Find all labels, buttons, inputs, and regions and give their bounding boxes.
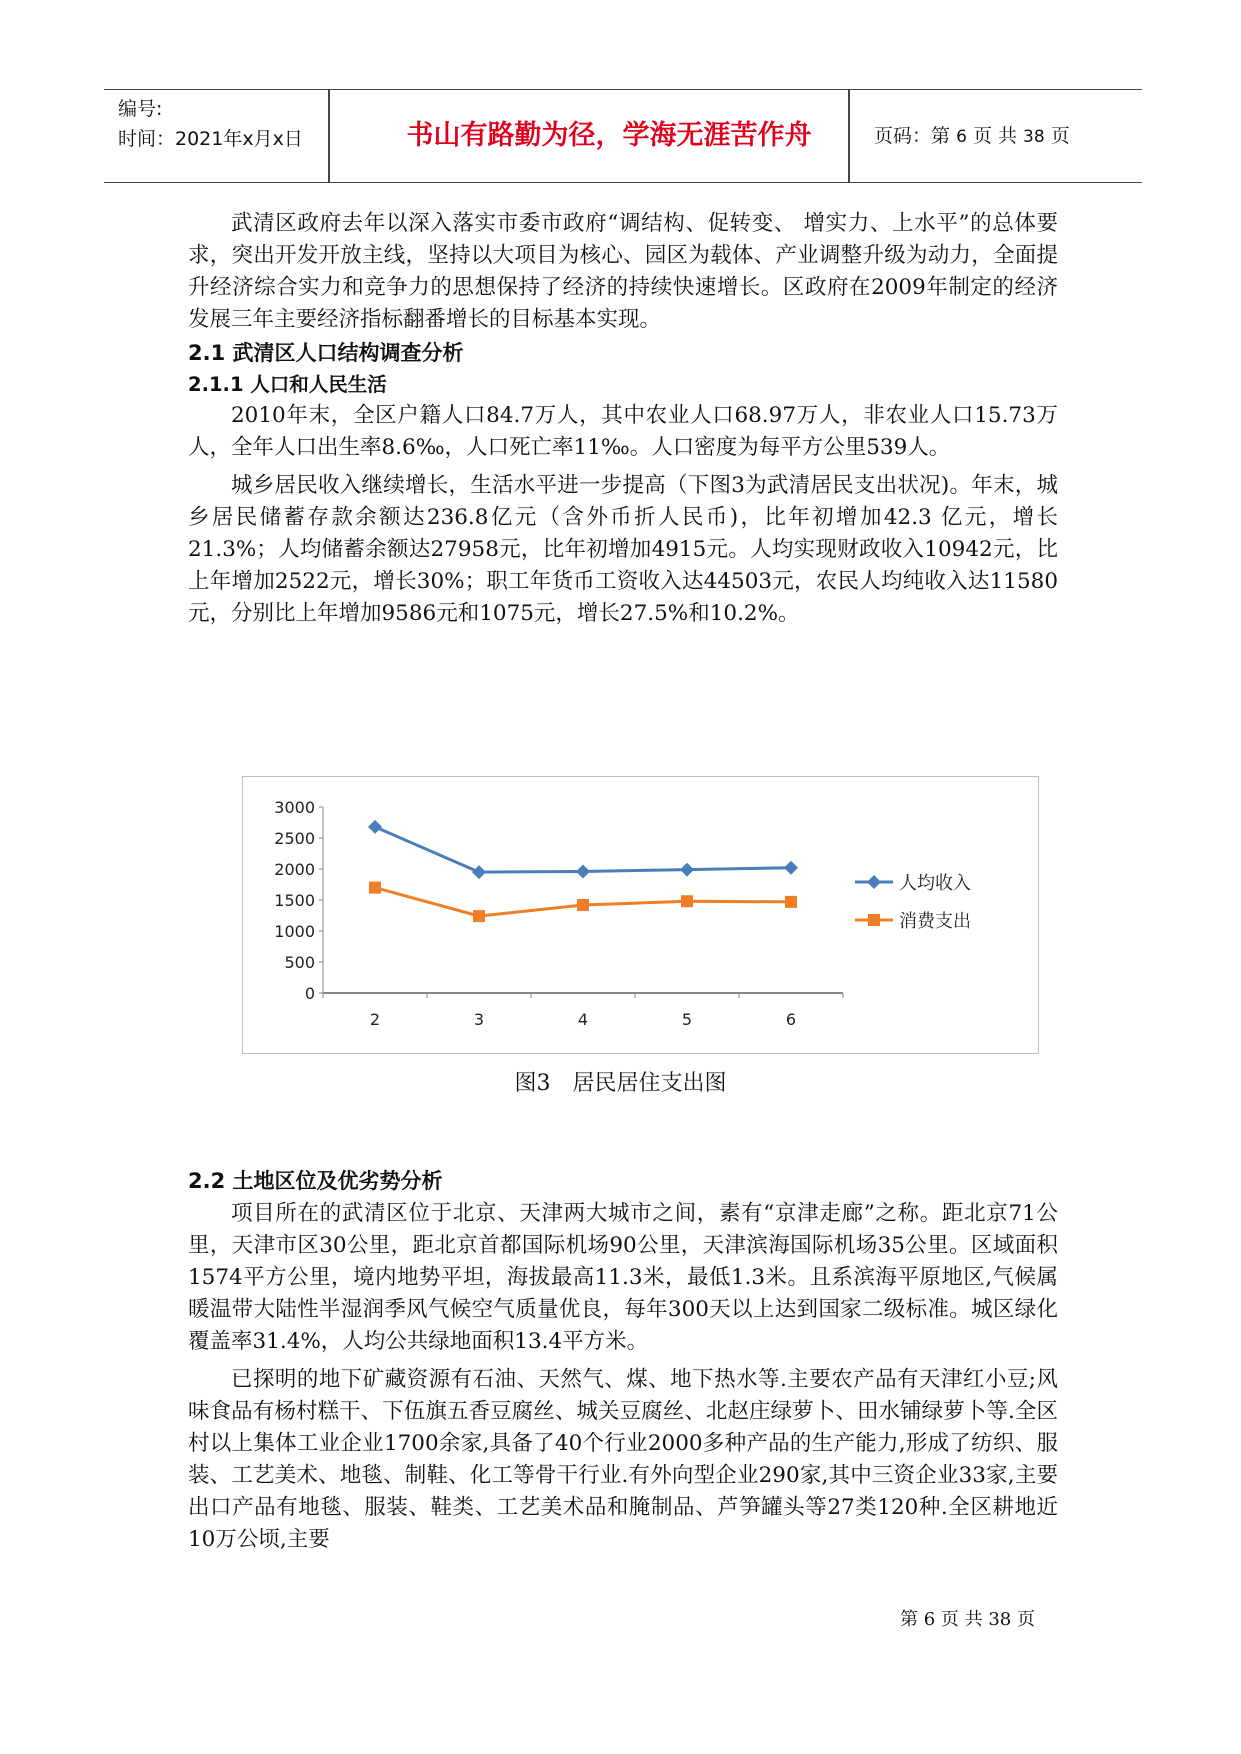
heading-2-1-1: 2.1.1 人口和人民生活 (188, 373, 387, 396)
y-tick-label: 1000 (274, 922, 315, 941)
y-tick-label: 500 (284, 953, 315, 972)
header-motto: 书山有路勤为径，学海无涯苦作舟 (406, 120, 812, 151)
page-mid: 页 共 (972, 125, 1017, 147)
header-meta (118, 94, 303, 154)
page-total: 38 (1023, 127, 1045, 147)
legend-marker (868, 914, 880, 926)
y-tick-label: 2000 (274, 860, 315, 879)
data-point (368, 820, 382, 834)
x-tick-label: 4 (577, 1010, 589, 1029)
x-tick-label: 2 (369, 1010, 381, 1029)
page-footer: 第 6 页 共 38 页 (900, 1609, 1035, 1630)
body-section-1 (188, 208, 1058, 630)
header-page-info (874, 90, 1070, 182)
line-chart (243, 777, 1038, 1053)
data-point (473, 910, 485, 922)
serial-label: 编号: (118, 98, 163, 120)
heading-2-2: 2.2 土地区位及优劣势分析 (188, 1169, 443, 1193)
x-tick-label: 5 (681, 1010, 693, 1029)
body-section-2 (188, 1164, 1058, 1556)
data-point (784, 861, 798, 875)
page-number: 6 (956, 127, 967, 147)
legend-label: 人均收入 (899, 873, 971, 894)
y-tick-label: 1500 (274, 891, 315, 910)
legend-marker (867, 875, 881, 889)
header-divider (328, 90, 330, 182)
paragraph-intro: 武清区政府去年以深入落实市委市政府“调结构、促转变、 增实力、上水平”的总体要求，突出开发开放主线，坚持以大项目为核心、园区为载体、产业调整升级为动力，全面提升经济综合实力和竞争力的思想保持了经济的持续快速增长。区政府在2009年制定的经济发展三年主要经济指标翻番增长的目标基本实现。 (188, 211, 1058, 332)
data-point (472, 865, 486, 879)
heading-2-1: 2.1 武清区人口结构调查分析 (188, 341, 464, 365)
header-divider (848, 90, 850, 182)
y-tick-label: 3000 (274, 798, 315, 817)
data-point (369, 882, 381, 894)
page-end: 页 (1050, 125, 1070, 147)
page-label: 页码：第 (874, 125, 951, 147)
x-tick-label: 3 (473, 1010, 485, 1029)
data-point (576, 864, 590, 878)
time-label: 时间：2021年x月x日 (118, 128, 303, 150)
paragraph-population: 2010年末，全区户籍人口84.7万人，其中农业人口68.97万人，非农业人口15.73万人，全年人口出生率8.6‰，人口死亡率11‰。人口密度为每平方公里539人。 (188, 403, 1058, 460)
figure-caption: 图3 居民居住支出图 (514, 1071, 727, 1096)
data-point (785, 896, 797, 908)
y-tick-label: 2500 (274, 829, 315, 848)
paragraph-resources: 已探明的地下矿藏资源有石油、天然气、煤、地下热水等.主要农产品有天津红小豆;风味食品有杨村糕干、下伍旗五香豆腐丝、城关豆腐丝、北赵庄绿萝卜、田水铺绿萝卜等.全区村以上集体工业企业1700余家,具备了40个行业2000多种产品的生产能力,形成了纺织、服装、工艺美术、地毯、制鞋、化工等骨干行业.有外向型企业290家,其中三资企业33家,主要出口产品有地毯、服装、鞋类、工艺美术品和腌制品、芦笋罐头等27类120种.全区耕地近10万公顷,主要 (188, 1367, 1058, 1552)
paragraph-location: 项目所在的武清区位于北京、天津两大城市之间，素有“京津走廊”之称。距北京71公里，天津市区30公里，距北京首都国际机场90公里，天津滨海国际机场35公里。区域面积1574平方公里，境内地势平坦，海拔最高11.3米，最低1.3米。且系滨海平原地区,气候属暖温带大陆性半湿润季风气候空气质量优良，每年300天以上达到国家二级标准。城区绿化覆盖率31.4%，人均公共绿地面积13.4平方米。 (188, 1201, 1058, 1354)
y-tick-label: 0 (304, 984, 315, 1003)
page-header (104, 89, 1142, 183)
x-tick-label: 6 (785, 1010, 797, 1029)
legend-label: 消费支出 (899, 911, 971, 932)
paragraph-income: 城乡居民收入继续增长，生活水平进一步提高（下图3为武清居民支出状况)。年末，城乡居民储蓄存款余额达236.8亿元（含外币折人民币)，比年初增加42.3 亿元，增长21.3%；人均储蓄余额达27958元，比年初增加4915元。人均实现财政收入10942元，比上年增加2522元，增长30%；职工年货币工资收入达44503元，农民人均纯收入达11580元，分别比上年增加9586元和1075元，增长27.5%和10.2%。 (188, 473, 1058, 626)
chart-box (242, 776, 1039, 1054)
data-point (680, 863, 694, 877)
data-point (681, 895, 693, 907)
data-point (577, 899, 589, 911)
